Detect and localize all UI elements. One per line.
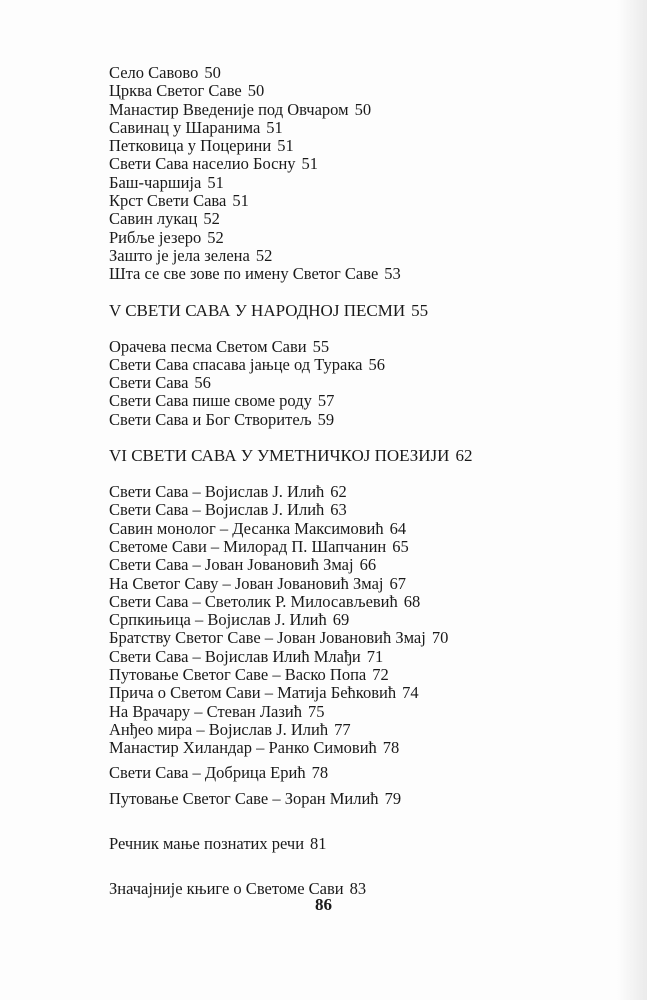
toc-entry (109, 593, 609, 611)
entry-title: Свети Сава – Војислав Ј. Илић (109, 482, 325, 502)
toc-entry (109, 374, 609, 392)
toc-entry (109, 764, 609, 782)
toc-entry (109, 210, 609, 228)
toc-entry (109, 392, 609, 410)
entry-page: 55 (312, 336, 330, 356)
spacer (109, 808, 609, 835)
entry-title: Баш-чаршија (109, 172, 202, 192)
spacer (109, 284, 609, 301)
entry-title: Манастир Хиландар – Ранко Симовић (109, 738, 377, 758)
entry-title: Шта се све зове по имену Светог Саве (109, 264, 379, 284)
toc-group-2 (109, 338, 609, 429)
entry-title: Свети Сава – Јован Јовановић Змај (109, 555, 354, 575)
entry-title: Прича о Светом Сави – Матија Бећковић (109, 683, 397, 703)
toc-entry (109, 790, 609, 808)
toc-entry (109, 411, 609, 429)
entry-title: Свети Сава – Војислав Илић Млађи (109, 646, 361, 666)
entry-title: Петковица у Поцерини (109, 136, 272, 156)
toc-group-1 (109, 64, 609, 284)
entry-title: Светоме Сави – Милорад П. Шапчанин (109, 536, 387, 556)
entry-page: 53 (384, 264, 401, 284)
entry-title: Свети Сава пише своме роду (109, 391, 312, 411)
spacer (109, 321, 609, 338)
entry-page: 52 (207, 227, 224, 247)
section-page: 55 (411, 300, 429, 320)
toc-entry (109, 119, 609, 137)
entry-title: Савинац у Шаранима (109, 117, 261, 137)
toc-entry (109, 721, 609, 739)
entry-page: 59 (317, 409, 335, 429)
toc-entry (109, 192, 609, 210)
toc-entry (109, 247, 609, 265)
toc-entry (109, 101, 609, 119)
toc-entry (109, 64, 609, 82)
toc-group-3 (109, 483, 609, 757)
toc-entry (109, 483, 609, 501)
entry-page: 77 (334, 719, 351, 739)
spacer (109, 853, 609, 880)
entry-title: Српкињица – Војислав Ј. Илић (109, 610, 327, 630)
entry-page: 71 (366, 646, 384, 666)
entry-page: 72 (372, 665, 389, 685)
entry-title: Свети Сава (109, 373, 189, 393)
entry-page: 70 (431, 628, 449, 648)
entry-page: 83 (349, 879, 367, 899)
toc-entry (109, 520, 609, 538)
toc-entry (109, 82, 609, 100)
section-page: 62 (455, 446, 473, 466)
toc-entry (109, 229, 609, 247)
entry-title: Зашто је јела зелена (109, 245, 250, 265)
entry-title: Крст Свети Сава (109, 191, 227, 211)
toc-entry (109, 338, 609, 356)
entry-page: 66 (359, 555, 377, 575)
section-heading-v (109, 301, 609, 321)
section-title: VI СВЕТИ САВА У УМЕТНИЧКОЈ ПОЕЗИЈИ (109, 446, 450, 466)
entry-page: 52 (203, 209, 220, 229)
entry-page: 67 (389, 573, 406, 593)
toc-entry (109, 137, 609, 155)
entry-page: 69 (332, 610, 350, 630)
entry-page: 50 (204, 63, 221, 82)
entry-page: 68 (403, 591, 421, 611)
spacer (109, 466, 609, 483)
entry-title: Путовање Светог Саве – Зоран Милић (109, 788, 379, 808)
entry-title: Рибље језеро (109, 227, 202, 247)
entry-title: На Врачару – Стеван Лазић (109, 701, 302, 721)
entry-title: Путовање Светог Саве – Васко Попа (109, 665, 367, 685)
entry-page: 57 (317, 391, 335, 411)
entry-page: 81 (310, 834, 327, 854)
entry-title: Свети Сава – Војислав Ј. Илић (109, 500, 325, 520)
entry-title: Свети Сава – Добрица Ерић (109, 762, 306, 782)
entry-page: 64 (389, 518, 407, 538)
toc-entry (109, 684, 609, 702)
entry-page: 74 (402, 683, 419, 703)
entry-title: Свети Сава спасава јањце од Турака (109, 354, 363, 374)
entry-page: 51 (232, 191, 249, 211)
toc-entry (109, 501, 609, 519)
entry-title: Значајније књиге о Светоме Сави (109, 879, 344, 899)
spacer (109, 429, 609, 446)
toc-entry (109, 174, 609, 192)
entry-page: 56 (194, 373, 211, 393)
entry-title: Анђео мира – Војислав Ј. Илић (109, 719, 329, 739)
entry-page: 50 (354, 99, 372, 119)
entry-page: 51 (301, 154, 319, 174)
toc-entry (109, 356, 609, 374)
toc-entry (109, 739, 609, 757)
entry-title: Братству Светог Саве – Јован Јовановић Змај (109, 628, 426, 648)
entry-page: 50 (247, 81, 265, 101)
entry-page: 56 (368, 354, 385, 374)
section-title: V СВЕТИ САВА У НАРОДНОЈ ПЕСМИ (109, 300, 406, 320)
toc-entry (109, 611, 609, 629)
entry-title: Савин монолог – Десанка Максимовић (109, 518, 384, 538)
entry-title: Орачева песма Светом Сави (109, 336, 307, 356)
entry-title: Речник мање познатих речи (109, 834, 305, 854)
entry-page: 78 (311, 762, 329, 782)
toc-entry (109, 703, 609, 721)
toc-entry (109, 265, 609, 283)
entry-page: 62 (330, 482, 347, 502)
entry-page: 75 (307, 701, 325, 721)
entry-page: 51 (266, 117, 283, 137)
entry-title: Манастир Введеније под Овчаром (109, 99, 349, 119)
entry-page: 65 (392, 536, 409, 556)
toc-entry (109, 575, 609, 593)
entry-title: Село Савово (109, 63, 199, 82)
entry-page: 51 (207, 172, 224, 192)
entry-page: 79 (384, 788, 402, 808)
entry-page: 51 (277, 136, 294, 156)
entry-title: Свети Сава и Бог Створитељ (109, 409, 312, 429)
entry-title: Црква Светог Саве (109, 81, 242, 101)
toc-entry (109, 629, 609, 647)
entry-title: Савин лукац (109, 209, 198, 229)
entry-title: Свети Сава населио Босну (109, 154, 296, 174)
entry-page: 78 (382, 738, 400, 758)
entry-title: На Светог Саву – Јован Јовановић Змај (109, 573, 384, 593)
page-number: 86 (315, 895, 332, 914)
toc-entry (109, 556, 609, 574)
toc-entry (109, 538, 609, 556)
toc-entry-glossary (109, 835, 609, 853)
toc-entry (109, 648, 609, 666)
entry-page: 52 (255, 245, 273, 265)
entry-page: 63 (330, 500, 347, 520)
entry-title: Свети Сава – Светолик Р. Милосављевић (109, 591, 398, 611)
table-of-contents (109, 64, 609, 899)
page-edge-shadow (617, 0, 647, 1000)
section-heading-vi (109, 446, 609, 466)
toc-entry (109, 155, 609, 173)
toc-entry (109, 666, 609, 684)
